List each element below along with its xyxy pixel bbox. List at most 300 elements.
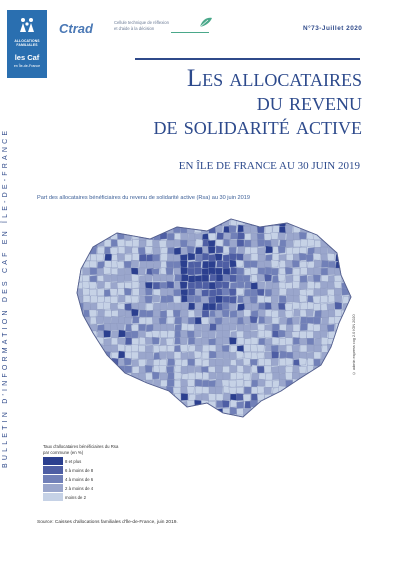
commune-cell [89,310,96,317]
commune-cell [62,226,69,234]
commune-cell [251,282,258,290]
commune-cell [76,393,84,400]
commune-cell [292,281,299,288]
commune-cell [55,386,62,393]
commune-cell [341,421,349,425]
commune-cell [208,331,216,338]
commune-cell [104,394,111,401]
legend-label: 4 à moins de 6 [65,476,94,482]
commune-cell [300,415,308,422]
commune-cell [334,359,341,366]
commune-cell [68,205,76,213]
commune-cell [96,254,103,261]
commune-cell [222,337,229,344]
commune-cell [181,393,188,400]
commune-cell [286,393,293,400]
commune-cell [335,205,342,211]
commune-cell [55,295,62,302]
commune-cell [258,379,265,386]
commune-cell [62,247,69,254]
commune-cell [334,281,342,288]
commune-cell [104,261,111,268]
commune-cell [61,331,68,338]
commune-cell [118,309,125,316]
commune-cell [279,351,287,358]
commune-cell [334,400,342,407]
commune-cell [258,330,265,337]
commune-cell [194,330,201,337]
commune-cell [139,394,147,401]
commune-cell [342,345,350,352]
commune-cell [62,302,69,309]
commune-cell [299,401,306,408]
commune-cell [216,373,223,380]
commune-cell [187,246,195,253]
commune-cell [96,225,103,232]
commune-cell [153,274,160,281]
commune-cell [342,240,349,248]
commune-cell [328,310,335,317]
commune-cell [146,317,153,324]
commune-cell [279,401,286,409]
commune-cell [265,212,272,220]
commune-cell [82,247,90,254]
commune-cell [272,351,279,358]
commune-cell [97,359,104,366]
commune-cell [223,372,230,379]
commune-cell [90,359,97,367]
commune-cell [153,247,160,255]
commune-cell [180,240,187,247]
commune-cell [328,219,335,226]
commune-cell [314,345,321,352]
commune-cell [195,218,202,225]
commune-cell [188,359,195,366]
commune-cell [111,373,118,381]
commune-cell [55,260,62,267]
commune-cell [265,310,272,317]
commune-cell [167,295,174,302]
commune-cell [321,408,328,415]
commune-cell [292,260,299,267]
commune-cell [279,205,286,213]
commune-cell [216,338,223,345]
commune-cell [299,205,306,212]
commune-cell [62,415,69,423]
commune-cell [83,268,90,275]
commune-cell [194,414,201,421]
commune-cell [62,352,69,359]
commune-cell [208,268,215,275]
commune-cell [138,247,145,254]
commune-cell [320,401,327,408]
commune-cell [174,407,182,414]
commune-cell [243,324,250,332]
commune-cell [257,295,264,302]
side-bulletin-text: BULLETIN D'INFORMATION DES CAF EN ÎLE-DE-FRANCE [2,127,9,469]
legend-label: 6 à moins de 8 [65,467,94,473]
commune-cell [208,254,215,262]
commune-cell [222,303,229,310]
commune-cell [258,205,265,212]
commune-cell [167,247,174,254]
commune-cell [341,233,349,240]
commune-cell [320,324,328,331]
commune-cell [314,359,321,366]
commune-cell [62,289,70,296]
commune-cell [180,401,188,409]
legend-item [43,466,118,474]
commune-cell [335,331,343,339]
commune-cell [83,225,90,232]
commune-cell [342,288,349,295]
commune-cell [265,373,273,380]
commune-cell [132,253,139,260]
commune-cell [181,218,188,225]
commune-cell [125,414,132,421]
commune-cell [76,379,83,386]
commune-cell [299,358,307,365]
commune-cell [342,379,349,386]
commune-cell [300,302,308,309]
commune-cell [167,219,174,227]
commune-cell [153,226,160,233]
commune-cell [145,296,153,303]
commune-cell [181,415,188,422]
commune-cell [278,212,285,219]
commune-cell [97,289,104,296]
commune-cell [194,309,201,316]
commune-cell [118,394,126,402]
commune-cell [62,366,69,374]
commune-cell [313,275,320,282]
commune-cell [75,324,82,331]
commune-cell [306,254,314,262]
commune-cell [201,226,208,233]
commune-cell [153,324,160,331]
commune-cell [125,338,132,345]
commune-cell [125,407,132,414]
commune-cell [251,344,258,351]
commune-cell [335,254,343,261]
commune-cell [209,205,216,212]
commune-cell [237,239,244,246]
commune-cell [327,282,334,289]
commune-cell [76,226,83,233]
commune-cell [264,274,271,281]
commune-cell [75,219,82,227]
commune-cell [278,274,286,281]
commune-cell [104,408,111,416]
commune-cell [125,303,132,311]
commune-cell [139,205,146,212]
commune-cell [62,211,69,218]
commune-cell [89,289,96,296]
commune-cell [320,212,328,219]
commune-cell [69,401,76,408]
commune-cell [55,211,62,218]
commune-cell [152,337,160,344]
commune-cell [271,358,279,365]
commune-cell [90,218,97,225]
commune-cell [258,401,265,408]
commune-cell [222,330,229,337]
commune-cell [145,394,152,401]
commune-cell [146,219,154,226]
commune-cell [216,232,224,239]
commune-cell [117,275,125,282]
commune-cell [69,226,76,233]
commune-cell [209,408,216,415]
commune-cell [174,317,182,324]
commune-cell [328,225,336,232]
commune-cell [174,254,181,262]
commune-cell [145,400,153,407]
commune-cell [335,344,342,351]
commune-cell [69,233,76,240]
commune-cell [349,415,355,423]
commune-cell [181,317,189,324]
commune-cell [117,239,124,246]
commune-cell [202,268,209,275]
logo-org-text: ALLOCATIONS FAMILIALES [14,39,40,48]
commune-cell [216,211,223,218]
commune-cell [299,331,306,338]
commune-cell [251,337,258,344]
commune-cell [293,337,300,344]
commune-cell [76,338,83,346]
commune-cell [153,282,160,289]
commune-cell [138,331,146,338]
commune-cell [271,260,279,267]
commune-cell [188,233,195,241]
commune-cell [166,268,174,275]
commune-cell [306,380,314,388]
commune-cell [181,303,188,310]
commune-cell [132,239,139,246]
commune-cell [146,239,153,246]
commune-cell [195,282,202,289]
legend-swatch [43,466,63,474]
commune-cell [258,415,265,423]
commune-cell [243,226,250,233]
commune-cell [244,380,251,387]
commune-cell [230,205,238,213]
commune-cell [76,331,83,338]
commune-cell [328,352,336,359]
commune-cell [237,281,244,288]
commune-cell [278,330,285,337]
commune-cell [174,303,181,310]
commune-cell [117,205,124,212]
commune-cell [202,219,209,226]
commune-cell [103,211,111,218]
commune-cell [145,421,152,425]
commune-cell [138,359,145,367]
commune-cell [97,415,104,422]
commune-cell [125,246,132,253]
commune-cell [61,205,68,212]
commune-cell [83,240,91,247]
commune-cell [244,344,251,351]
commune-cell [82,359,89,366]
commune-cell [110,205,117,212]
commune-cell [62,240,69,247]
commune-cell [279,415,287,422]
commune-cell [90,225,97,232]
commune-cell [300,239,308,246]
commune-cell [125,387,132,395]
commune-cell [160,212,167,220]
leaf-icon [199,16,213,28]
commune-cell [328,359,335,367]
commune-cell [341,373,349,380]
commune-cell [320,380,328,388]
commune-cell [299,387,307,394]
commune-cell [160,373,167,380]
commune-cell [321,366,329,374]
source-note: Source: Caisses d'allocations familiales d'Île-de-France, juin 2019. [37,520,178,525]
map-caption: Part des allocataires bénéficiaires du revenu de solidarité active (Rsa) au 30 juin 2019 [37,195,250,201]
commune-cell [215,296,222,303]
commune-cell [307,205,314,213]
commune-cell [97,247,104,254]
commune-cell [132,359,139,367]
commune-cell [139,401,146,408]
commune-cell [306,387,313,394]
commune-cell [69,422,77,425]
commune-cell [306,331,313,339]
commune-cell [167,233,174,240]
commune-cell [153,393,160,400]
commune-cell [159,240,167,247]
commune-cell [208,246,216,253]
commune-cell [300,275,307,283]
commune-cell [279,422,286,425]
commune-cell [271,414,279,421]
commune-cell [258,421,265,425]
commune-cell [152,205,160,213]
commune-cell [97,394,104,401]
commune-cell [69,240,76,248]
commune-cell [271,295,278,302]
commune-cell [188,205,195,212]
commune-cell [160,205,168,212]
commune-cell [335,387,343,394]
commune-cell [152,400,159,407]
commune-cell [125,380,132,387]
commune-cell [321,260,328,267]
commune-cell [132,408,139,415]
commune-cell [75,253,82,260]
commune-cell [117,253,124,260]
commune-cell [264,205,272,212]
commune-cell [320,226,327,233]
commune-cell [146,212,153,220]
legend-swatch [43,457,63,465]
commune-cell [223,274,230,281]
commune-cell [208,219,216,226]
commune-cell [75,261,83,268]
commune-cell [153,310,160,317]
commune-cell [131,274,138,281]
commune-cell [244,261,251,268]
commune-cell [258,268,265,275]
commune-cell [159,401,166,408]
ile-de-france-map [55,205,355,425]
commune-cell [145,373,152,380]
commune-cell [89,394,96,401]
commune-cell [153,261,161,268]
commune-cell [167,352,174,359]
commune-cell [292,422,300,425]
commune-cell [76,316,83,323]
commune-cell [328,380,336,387]
legend-title: Taux d'allocataires bénéficiaires du Rsa par commune (en %) [43,444,119,455]
commune-cell [97,387,104,394]
commune-cell [194,225,201,232]
commune-cell [159,352,166,359]
commune-cell [285,415,292,422]
legend-item [43,484,118,492]
commune-cell [55,366,62,373]
commune-cell [208,233,216,240]
commune-cell [90,267,97,274]
commune-cell [321,373,329,380]
commune-cell [61,316,69,323]
commune-cell [349,212,355,220]
commune-cell [230,212,238,219]
commune-cell [55,345,61,352]
commune-cell [181,233,188,240]
commune-cell [272,317,279,324]
commune-cell [68,338,75,345]
commune-cell [299,232,306,239]
commune-cell [237,205,244,212]
commune-cell [69,352,76,359]
commune-cell [342,205,349,211]
commune-cell [320,219,327,226]
commune-cell [104,226,111,233]
commune-cell [313,303,320,311]
commune-cell [195,386,203,393]
commune-cell [230,407,237,414]
commune-cell [69,373,77,380]
commune-cell [307,408,314,416]
commune-cell [243,358,251,365]
commune-cell [209,415,216,422]
commune-cell [97,310,105,317]
commune-cell [195,372,202,379]
commune-cell [173,261,180,268]
commune-cell [229,275,236,282]
commune-cell [194,295,201,302]
commune-cell [327,373,334,380]
commune-cell [223,296,230,303]
commune-cell [202,275,209,282]
legend-swatch [43,493,63,501]
commune-cell [174,219,181,226]
commune-cell [83,205,90,211]
commune-cell [237,211,244,218]
commune-cell [236,254,243,261]
commune-cell [300,421,308,425]
commune-cell [265,246,273,253]
commune-cell [160,310,167,318]
commune-cell [167,415,174,422]
commune-cell [258,309,265,316]
commune-cell [117,373,124,380]
